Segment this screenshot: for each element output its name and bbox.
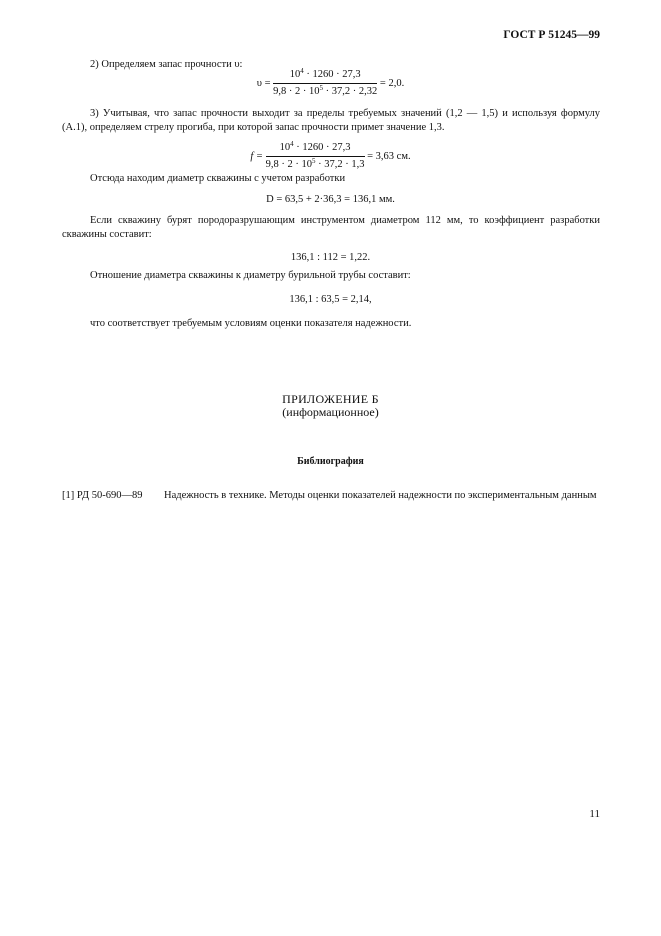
den-rest: · 37,2 · 1,3 xyxy=(315,159,365,171)
development-text: Если скважину бурят породоразрушающим инструментом диаметром 112 мм, то коэффициент разработки скважины составит: xyxy=(62,215,600,241)
num-base: 10 xyxy=(279,142,291,153)
den-exponent: 5 xyxy=(312,157,316,166)
formula-fraction xyxy=(273,68,377,99)
num-rest: · 1260 · 27,3 xyxy=(293,142,351,153)
formula-result: = 3,63 см. xyxy=(367,151,411,163)
formula-fraction xyxy=(266,141,365,172)
appendix-subtitle: (информационное) xyxy=(282,405,379,419)
num-exponent: 4 xyxy=(290,140,294,148)
document-header: ГОСТ Р 51245—99 xyxy=(503,29,600,41)
pipe-ratio-formula: 136,1 : 63,5 = 2,14, xyxy=(289,294,372,305)
safety-factor-formula xyxy=(0,68,661,99)
development-formula: 136,1 : 112 = 1,22. xyxy=(290,252,371,263)
formula-lhs: υ = xyxy=(256,78,271,90)
den-rest: · 37,2 · 2,32 xyxy=(323,86,378,98)
diameter-text: Отсюда находим диаметр скважины с учетом разработки xyxy=(90,173,346,184)
den-exponent: 5 xyxy=(319,84,324,93)
bibliography-title: Библиография xyxy=(297,456,364,467)
deflection-formula xyxy=(0,141,661,172)
formula-lhs: f = xyxy=(250,151,264,163)
formula-denominator xyxy=(266,157,365,172)
step3-text: 3) Учитывая, что запас прочности выходит за пределы требуемых значений (1,2 — 1,5) и используя формулу (А.1), определяем стрелу прогиба, при которой запас прочности примет значение 1,3. xyxy=(62,108,600,134)
den-base: 9,8 · 2 · 10 xyxy=(273,86,320,98)
num-base: 10 xyxy=(289,69,301,80)
step2-text: 2) Определяем запас прочности υ: xyxy=(90,59,243,70)
diameter-formula: D = 63,5 + 2·36,3 = 136,1 мм. xyxy=(266,194,395,205)
num-rest: · 1260 · 27,3 xyxy=(303,69,361,80)
bibliography-item xyxy=(62,489,600,503)
formula-numerator xyxy=(273,68,377,84)
bibliography-ref: [1] РД 50-690—89 xyxy=(62,490,143,501)
page-number: 11 xyxy=(589,808,600,820)
den-base: 9,8 · 2 · 10 xyxy=(265,159,313,171)
conclusion-text: что соответствует требуемым условиям оценки показателя надежности. xyxy=(90,318,412,329)
appendix-title: ПРИЛОЖЕНИЕ Б xyxy=(282,392,379,406)
formula-result: = 2,0. xyxy=(379,78,405,90)
bibliography-text: Надежность в технике. Методы оценки показателей надежности по экспериментальным данным xyxy=(164,490,597,501)
num-exponent: 4 xyxy=(300,67,304,75)
formula-denominator xyxy=(273,84,377,99)
formula-numerator xyxy=(266,141,365,157)
pipe-ratio-text: Отношение диаметра скважины к диаметру бурильной трубы составит: xyxy=(90,270,411,281)
